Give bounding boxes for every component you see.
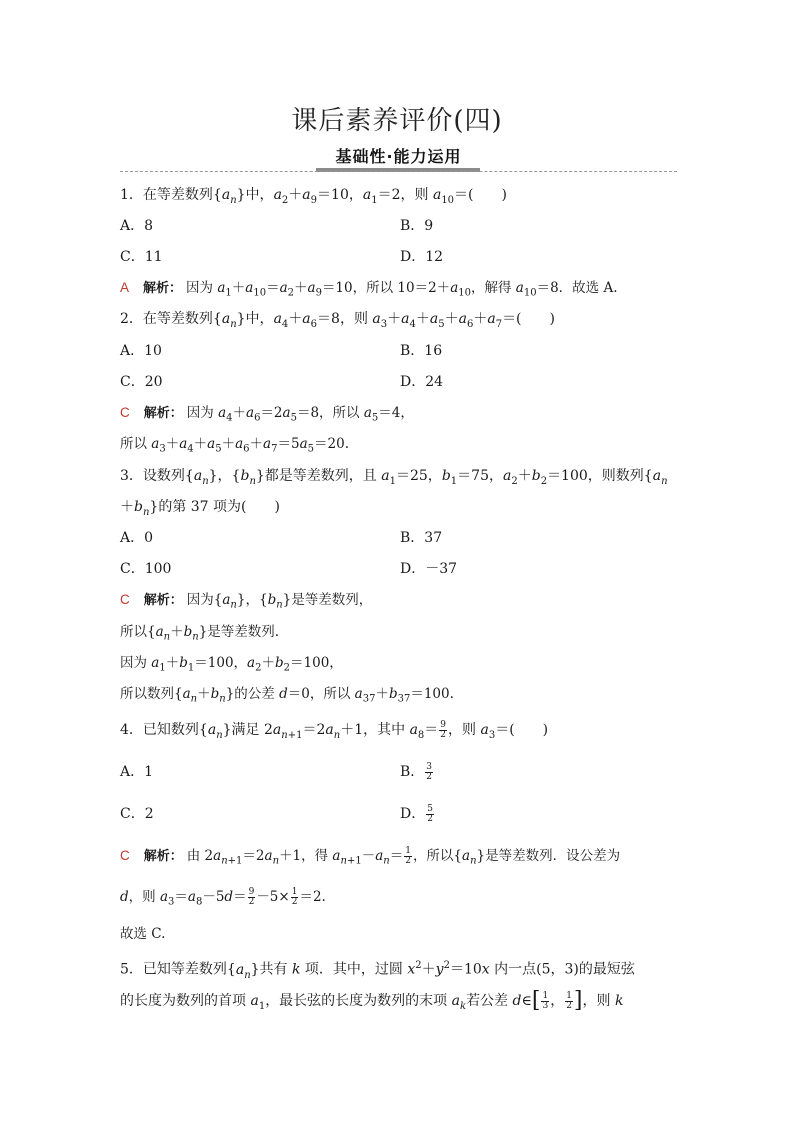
q3-option-a: A．0	[120, 530, 154, 546]
q1-solution-label: 解析：	[143, 281, 183, 296]
q4-option-c: C．2	[120, 806, 154, 822]
q3-solution-line-1: C 解析： 因为$\{a_n\}$，$\{b_n\}$是等差数列，	[120, 592, 373, 611]
q4-solution-line-3: 故选 C.	[120, 926, 166, 942]
q1-solution: A 解析： 因为 $a_1+a_{10}=a_2+a_9=10$，所以 $10=2+a_{10}$，解得 $a_{10}=8$．故选 A.	[120, 280, 618, 299]
question-3-stem-line-1: 3．设数列$\{a_n\}$，$\{b_n\}$都是等差数列，且 $a_1=25$，$b_1=75$，$a_2+b_2=100$，则数列{$a_n$	[120, 468, 668, 487]
q3-option-d: D．－37	[400, 561, 458, 577]
q4-option-a: A．1	[120, 764, 154, 780]
question-3-stem-line-2: $+b_n$}的第 37 项为( )	[120, 499, 280, 518]
q2-option-d: D．24	[400, 374, 444, 390]
fraction: $\frac{1}{2}$	[566, 990, 572, 1011]
fraction: $\frac{9}{2}$	[248, 887, 255, 907]
q4-solution-label: 解析：	[143, 849, 183, 864]
q2-option-c: C．20	[120, 374, 163, 390]
q4-answer: C	[120, 848, 130, 863]
q2-option-b: B．16	[400, 343, 443, 359]
fraction: $\frac{1}{2}$	[291, 887, 298, 907]
q4-option-b: B． $\frac{3}{2}$	[400, 761, 433, 782]
section-header	[120, 144, 677, 176]
q2-solution-label: 解析：	[143, 406, 183, 421]
q3-solution-line-2: 所以$\{a_n+b_n\}$是等差数列.	[120, 624, 280, 643]
question-5-stem-line-2: 的长度为数列的首项 $a_1$，最长弦的长度为数列的末项 $a_k$若公差 d∈[ $\frac{1}{3}$ ， $\frac{1}{2}$ ]，则 k	[120, 988, 624, 1013]
q3-solution-label: 解析：	[143, 593, 183, 608]
fraction: $\frac{9}{2}$	[440, 719, 447, 740]
q2-solution-line-1: C 解析： 因为 $a_4+a_6=2a_5=8$，所以 $a_5=4$，	[120, 405, 414, 424]
fraction: $\frac{1}{2}$	[405, 846, 411, 866]
q3-option-b: B．37	[400, 530, 443, 546]
page-title: 课后素养评价(四)	[291, 106, 503, 136]
q1-option-d: D．12	[400, 249, 444, 265]
section-subtitle: 基础性·能力运用	[335, 147, 462, 166]
q2-answer: C	[120, 405, 130, 420]
q4-option-d: D． $\frac{5}{2}$	[400, 803, 433, 824]
q1-option-b: B．9	[400, 218, 434, 234]
section-divider	[120, 171, 677, 172]
q3-solution-line-4: 所以数列$\{a_n+b_n\}$的公差 d＝0，所以 $a_{37}+b_{37}=100$.	[120, 686, 454, 705]
q4-solution-line-2: d，则 $a_3=a_8-5d=$ $\frac{9}{2}$ －5× $\frac{1}{2}$ ＝2.	[120, 887, 326, 908]
fraction: $\frac{3}{2}$	[426, 761, 433, 782]
q2-solution-line-2: 所以 $a_3+a_4+a_5+a_6+a_7=5a_5=20$.	[120, 436, 349, 455]
question-4-stem: 4．已知数列$\{a_n\}$满足 $2a_{n+1}=2a_n+1$，其中 $a_8=$ $\frac{9}{2}$ ，则 $a_3=$( )	[120, 719, 549, 741]
question-5-stem-line-1: 5．已知等差数列$\{a_n\}$共有 k 项．其中，过圆 $x^2+y^2=10x$ 内一点(5，3)的最短弦	[120, 960, 635, 981]
q3-option-c: C．100	[120, 561, 172, 577]
question-2-stem: 2．在等差数列$\{a_n\}$中，$a_4+a_6=8$，则 $a_3+a_4+a_5+a_6+a_7=$( )	[120, 311, 555, 330]
question-1-stem: 1．在等差数列$\{a_n\}$中，$a_2+a_9=10$，$a_1=2$，则 $a_{10}=$( )	[120, 187, 507, 206]
q1-option-c: C．11	[120, 249, 163, 265]
q1-option-a: A．8	[120, 218, 154, 234]
q4-solution-line-1: C 解析： 由 $2a_{n+1}=2a_n+1$，得 $a_{n+1}-a_n=$ $\frac{1}{2}$ ，所以$\{a_n\}$是等差数列．设公差为	[120, 846, 621, 867]
q1-answer: A	[120, 280, 130, 295]
q3-solution-line-3: 因为 $a_1+b_1=100$，$a_2+b_2=100$，	[120, 655, 343, 674]
q3-answer: C	[120, 592, 130, 607]
fraction: $\frac{1}{3}$	[542, 990, 549, 1011]
q2-option-a: A．10	[120, 343, 162, 359]
fraction: $\frac{5}{2}$	[427, 803, 433, 824]
